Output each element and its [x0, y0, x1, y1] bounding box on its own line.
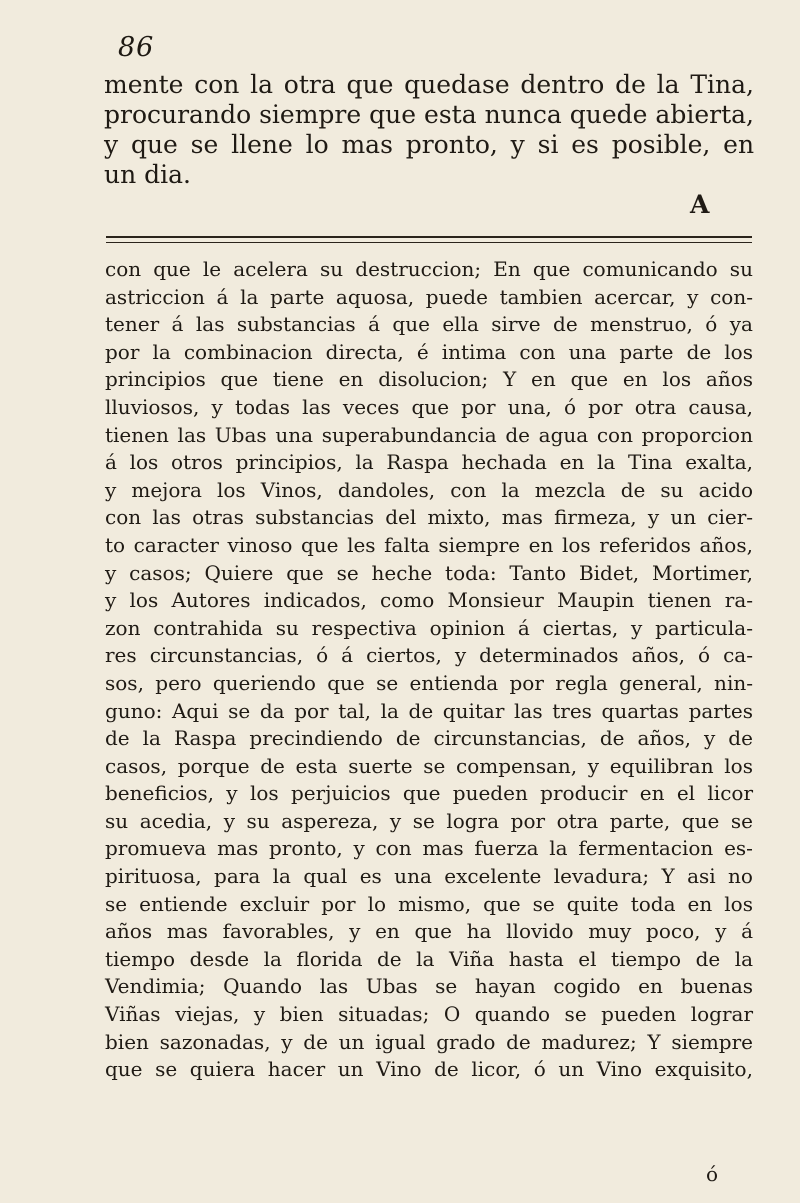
main-line: procurando siempre que esta nunca quede abierta, — [104, 100, 754, 129]
note-line: y los Autores indicados, como Monsieur Maupin tienen ra- — [105, 588, 754, 613]
note-line: Viñas viejas, y bien situadas; O quando se pueden lograr — [105, 1002, 753, 1027]
note-line: promueva mas pronto, y con mas fuerza la fermentacion es- — [105, 836, 753, 861]
note-line: de la Raspa precindiendo de circunstancias, de años, y de — [105, 726, 753, 751]
main-line: y que se llene lo mas pronto, y si es posible, en — [104, 130, 755, 159]
note-line: Vendimia; Quando las Ubas se hayan cogido en buenas — [105, 974, 754, 999]
note-line: con las otras substancias del mixto, mas firmeza, y un cier- — [105, 505, 754, 530]
note-line: pirituosa, para la qual es una excelente levadura; Y asi no — [105, 864, 753, 889]
note-line: tener á las substancias á que ella sirve de menstruo, ó ya — [105, 312, 753, 337]
note-line: casos, porque de esta suerte se compensan, y equilibran los — [105, 753, 753, 778]
note-line: sos, pero queriendo que se entienda por regla general, nin- — [105, 670, 753, 695]
note-line: años mas favorables, y en que ha llovido muy poco, y á — [105, 919, 754, 944]
note-line: lluviosos, y todas las veces que por una, ó por otra causa, — [105, 394, 753, 419]
note-line: res circunstancias, ó á ciertos, y determinados años, ó ca- — [105, 643, 753, 668]
note-line: y mejora los Vinos, dandoles, con la mezcla de su acido — [105, 477, 753, 502]
note-line: zon contrahida su respectiva opinion á ciertas, y particula- — [105, 615, 753, 640]
note-line: se entiende excluir por lo mismo, que se quite toda en los — [105, 891, 753, 916]
note-line: bien sazonadas, y de un igual grado de madurez; Y siempre — [105, 1029, 753, 1054]
note-line: to caracter vinoso que les falta siempre en los referidos años, — [105, 532, 753, 557]
note-line: guno: Aqui se da por tal, la de quitar las tres quartas partes — [105, 698, 753, 723]
page-number: 86 — [118, 32, 155, 63]
main-line: mente con la otra que quedase dentro de la Tina, — [104, 70, 754, 99]
footnote-separator-rule — [106, 236, 752, 243]
note-line: tienen las Ubas una superabundancia de agua con proporcion — [105, 422, 753, 447]
note-line: astriccion á la parte aquosa, puede tambien acercar, y con- — [105, 284, 753, 309]
note-line: y casos; Quiere que se heche toda: Tanto Bidet, Mortimer, — [105, 560, 753, 585]
main-line: un dia. — [104, 160, 191, 189]
note-line: su acedia, y su aspereza, y se logra por otra parte, que se — [105, 808, 753, 833]
catchword: A — [690, 190, 710, 219]
note-line: que se quiera hacer un Vino de licor, ó un Vino exquisito, — [105, 1057, 753, 1082]
main-text-block — [104, 70, 754, 190]
note-line: por la combinacion directa, é intima con una parte de los — [105, 339, 753, 364]
footnote-text-block — [105, 256, 753, 1084]
note-line: con que le acelera su destruccion; En que comunicando su — [105, 257, 753, 281]
note-line: tiempo desde la florida de la Viña hasta el tiempo de la — [105, 946, 754, 971]
note-line: beneficios, y los perjuicios que pueden producir en el licor — [105, 781, 754, 806]
note-line: á los otros principios, la Raspa hechada en la Tina exalta, — [105, 450, 753, 475]
note-catchword: ó — [706, 1162, 719, 1186]
note-line: principios que tiene en disolucion; Y en que en los años — [105, 367, 754, 392]
